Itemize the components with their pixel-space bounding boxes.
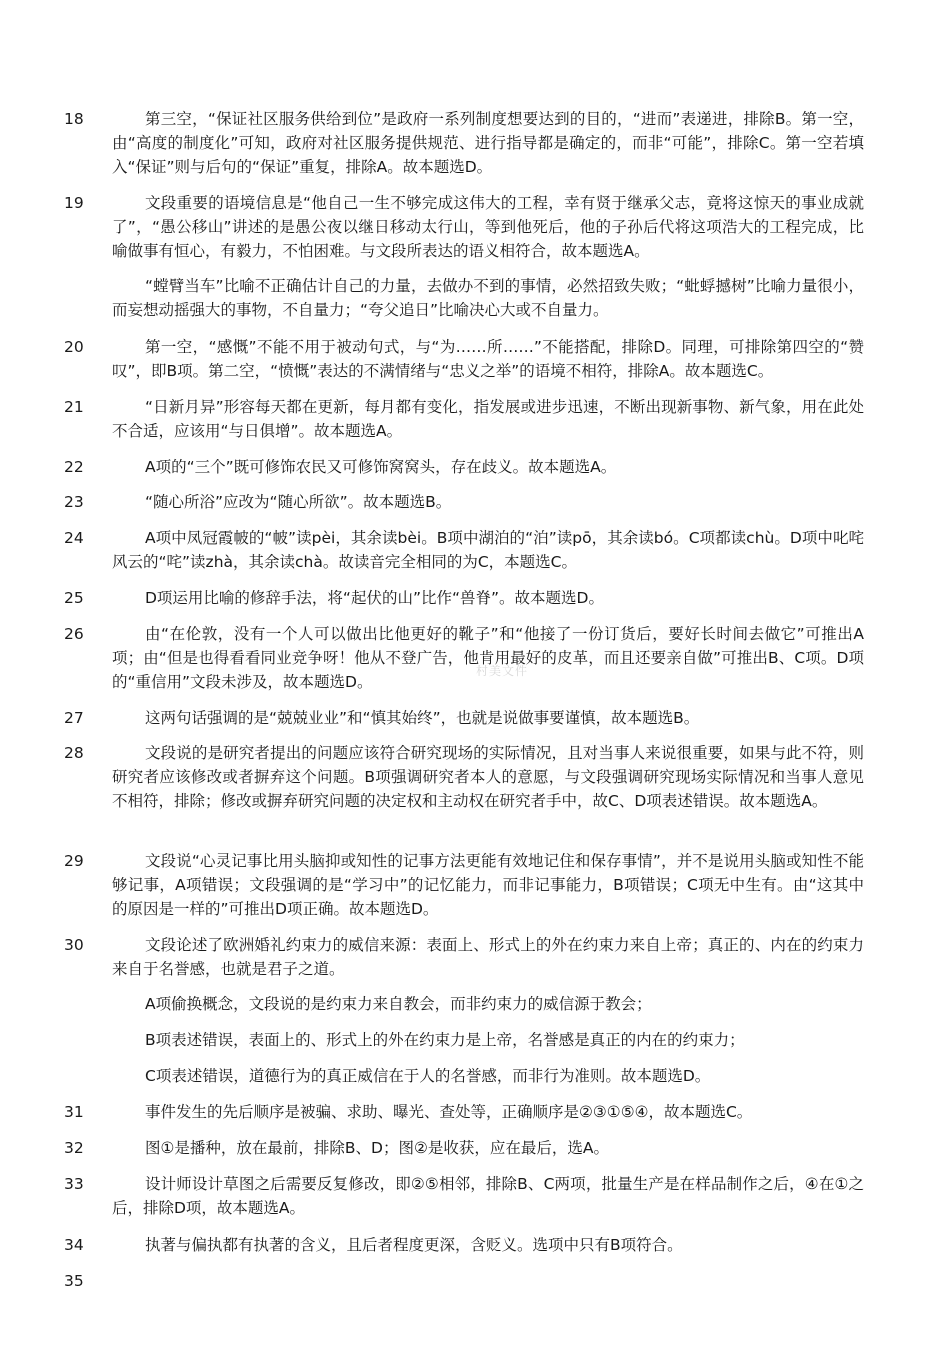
answer-paragraph: D项运用比喻的修辞手法，将“起伏的山”比作“兽脊”。故本题选D。 [145, 589, 604, 607]
answer-paragraph: A项的“三个”既可修饰农民又可修饰窝窝头，存在歧义。故本题选A。 [145, 458, 617, 476]
question-number: 20 [64, 338, 84, 356]
question-number: 35 [64, 1272, 84, 1290]
answer-paragraph: 这两句话强调的是“兢兢业业”和“慎其始终”，也就是说做事要谨慎，故本题选B。 [145, 709, 700, 727]
question-number: 27 [64, 709, 84, 727]
question-number: 24 [64, 529, 84, 547]
answer-paragraph: B项表述错误，表面上的、形式上的外在约束力是上帝，名誉感是真正的内在的约束力； [145, 1031, 745, 1049]
answer-paragraph: “随心所浴”应改为“随心所欲”。故本题选B。 [145, 493, 452, 511]
answer-paragraph: 文段重要的语境信息是“他自己一生不够完成这伟大的工程，幸有贤于继承父志，竟将这惊天的事业成就了”，“愚公移山”讲述的是愚公夜以继日移动太行山，等到他死后，他的子孙后代将这项浩大的工程完成，比喻做事有恒心，有毅力，不怕困难。与文段所表达的语义相符合，故本题选A。 [112, 194, 864, 260]
question-number: 30 [64, 936, 84, 954]
answer-paragraph: 设计师设计草图之后需要反复修改，即②⑤相邻，排除B、C两项，批量生产是在样品制作之后，④在①之后，排除D项，故本题选A。 [112, 1175, 864, 1217]
answer-paragraph: “日新月异”形容每天都在更新，每月都有变化，指发展或进步迅速，不断出现新事物、新气象，用在此处不合适，应该用“与日俱增”。故本题选A。 [112, 398, 864, 440]
question-number: 32 [64, 1139, 84, 1157]
question-number: 29 [64, 852, 84, 870]
question-number: 18 [64, 110, 84, 128]
question-number: 34 [64, 1236, 84, 1254]
question-number: 33 [64, 1175, 84, 1193]
answer-paragraph: 文段说的是研究者提出的问题应该符合研究现场的实际情况，且对当事人来说很重要，如果与此不符，则研究者应该修改或者摒弃这个问题。B项强调研究者本人的意愿，与文段强调研究现场实际情况和当事人意见不相符，排除；修改或摒弃研究问题的决定权和主动权在研究者手中，故C、D项表述错误。故本题选A。 [112, 744, 864, 810]
question-number: 28 [64, 744, 84, 762]
answer-paragraph: 文段论述了欧洲婚礼约束力的威信来源：表面上、形式上的外在约束力来自上帝；真正的、内在的约束力来自于名誉感，也就是君子之道。 [112, 936, 864, 978]
watermark: 村美文件 [476, 664, 529, 678]
question-number: 26 [64, 625, 84, 643]
answer-paragraph: 由“在伦敦，没有一个人可以做出比他更好的靴子”和“他接了一份订货后，要好长时间去做它”可推出A项；由“但是也得看看同业竞争呀！他从不登广告，他肯用最好的皮革，而且还要亲自做”可推出B、C项。D项的“重信用”文段未涉及，故本题选D。 [112, 625, 864, 691]
question-number: 23 [64, 493, 84, 511]
answer-paragraph: A项偷换概念，文段说的是约束力来自教会，而非约束力的威信源于教会； [145, 995, 652, 1013]
answer-paragraph: C项表述错误，道德行为的真正威信在于人的名誉感，而非行为准则。故本题选D。 [145, 1067, 711, 1085]
question-number: 31 [64, 1103, 84, 1121]
answer-paragraph: “螳臂当车”比喻不正确估计自己的力量，去做办不到的事情，必然招致失败；“蚍蜉撼树”比喻力量很小，而妄想动摇强大的事物，不自量力；“夸父追日”比喻决心大或不自量力。 [112, 277, 864, 319]
question-number: 25 [64, 589, 84, 607]
answer-paragraph: 执著与偏执都有执著的含义，且后者程度更深，含贬义。选项中只有B项符合。 [145, 1236, 683, 1254]
answer-paragraph: 第三空，“保证社区服务供给到位”是政府一系列制度想要达到的目的，“进而”表递进，排除B。第一空，由“高度的制度化”可知，政府对社区服务提供规范、进行指导都是确定的，而非“可能”，排除C。第一空若填入“保证”则与后句的“保证”重复，排除A。故本题选D。 [112, 110, 864, 176]
answer-paragraph: 第一空，“感慨”不能不用于被动句式，与“为……所……”不能搭配，排除D。同理，可排除第四空的“赞叹”，即B项。第二空，“愤慨”表达的不满情绪与“忠义之举”的语境不相符，排除A。故本题选C。 [112, 338, 864, 380]
answer-paragraph: 事件发生的先后顺序是被骗、求助、曝光、查处等，正确顺序是②③①⑤④，故本题选C。 [145, 1103, 753, 1121]
answer-paragraph: A项中凤冠霞帔的“帔”读pèi，其余读bèi。B项中湖泊的“泊”读pō，其余读bó。C项都读chù。D项中叱咤风云的“咤”读zhà，其余读chà。故读音完全相同的为C，本题选C。 [112, 529, 864, 571]
answer-paragraph: 文段说“心灵记事比用头脑抑或知性的记事方法更能有效地记住和保存事情”，并不是说用头脑或知性不能够记事，A项错误；文段强调的是“学习中”的记忆能力，而非记事能力，B项错误；C项无中生有。由“这其中的原因是一样的”可推出D项正确。故本题选D。 [112, 852, 864, 918]
question-number: 19 [64, 194, 84, 212]
answer-paragraph: 图①是播种，放在最前，排除B、D；图②是收获，应在最后，选A。 [145, 1139, 609, 1157]
question-number: 22 [64, 458, 84, 476]
question-number: 21 [64, 398, 84, 416]
